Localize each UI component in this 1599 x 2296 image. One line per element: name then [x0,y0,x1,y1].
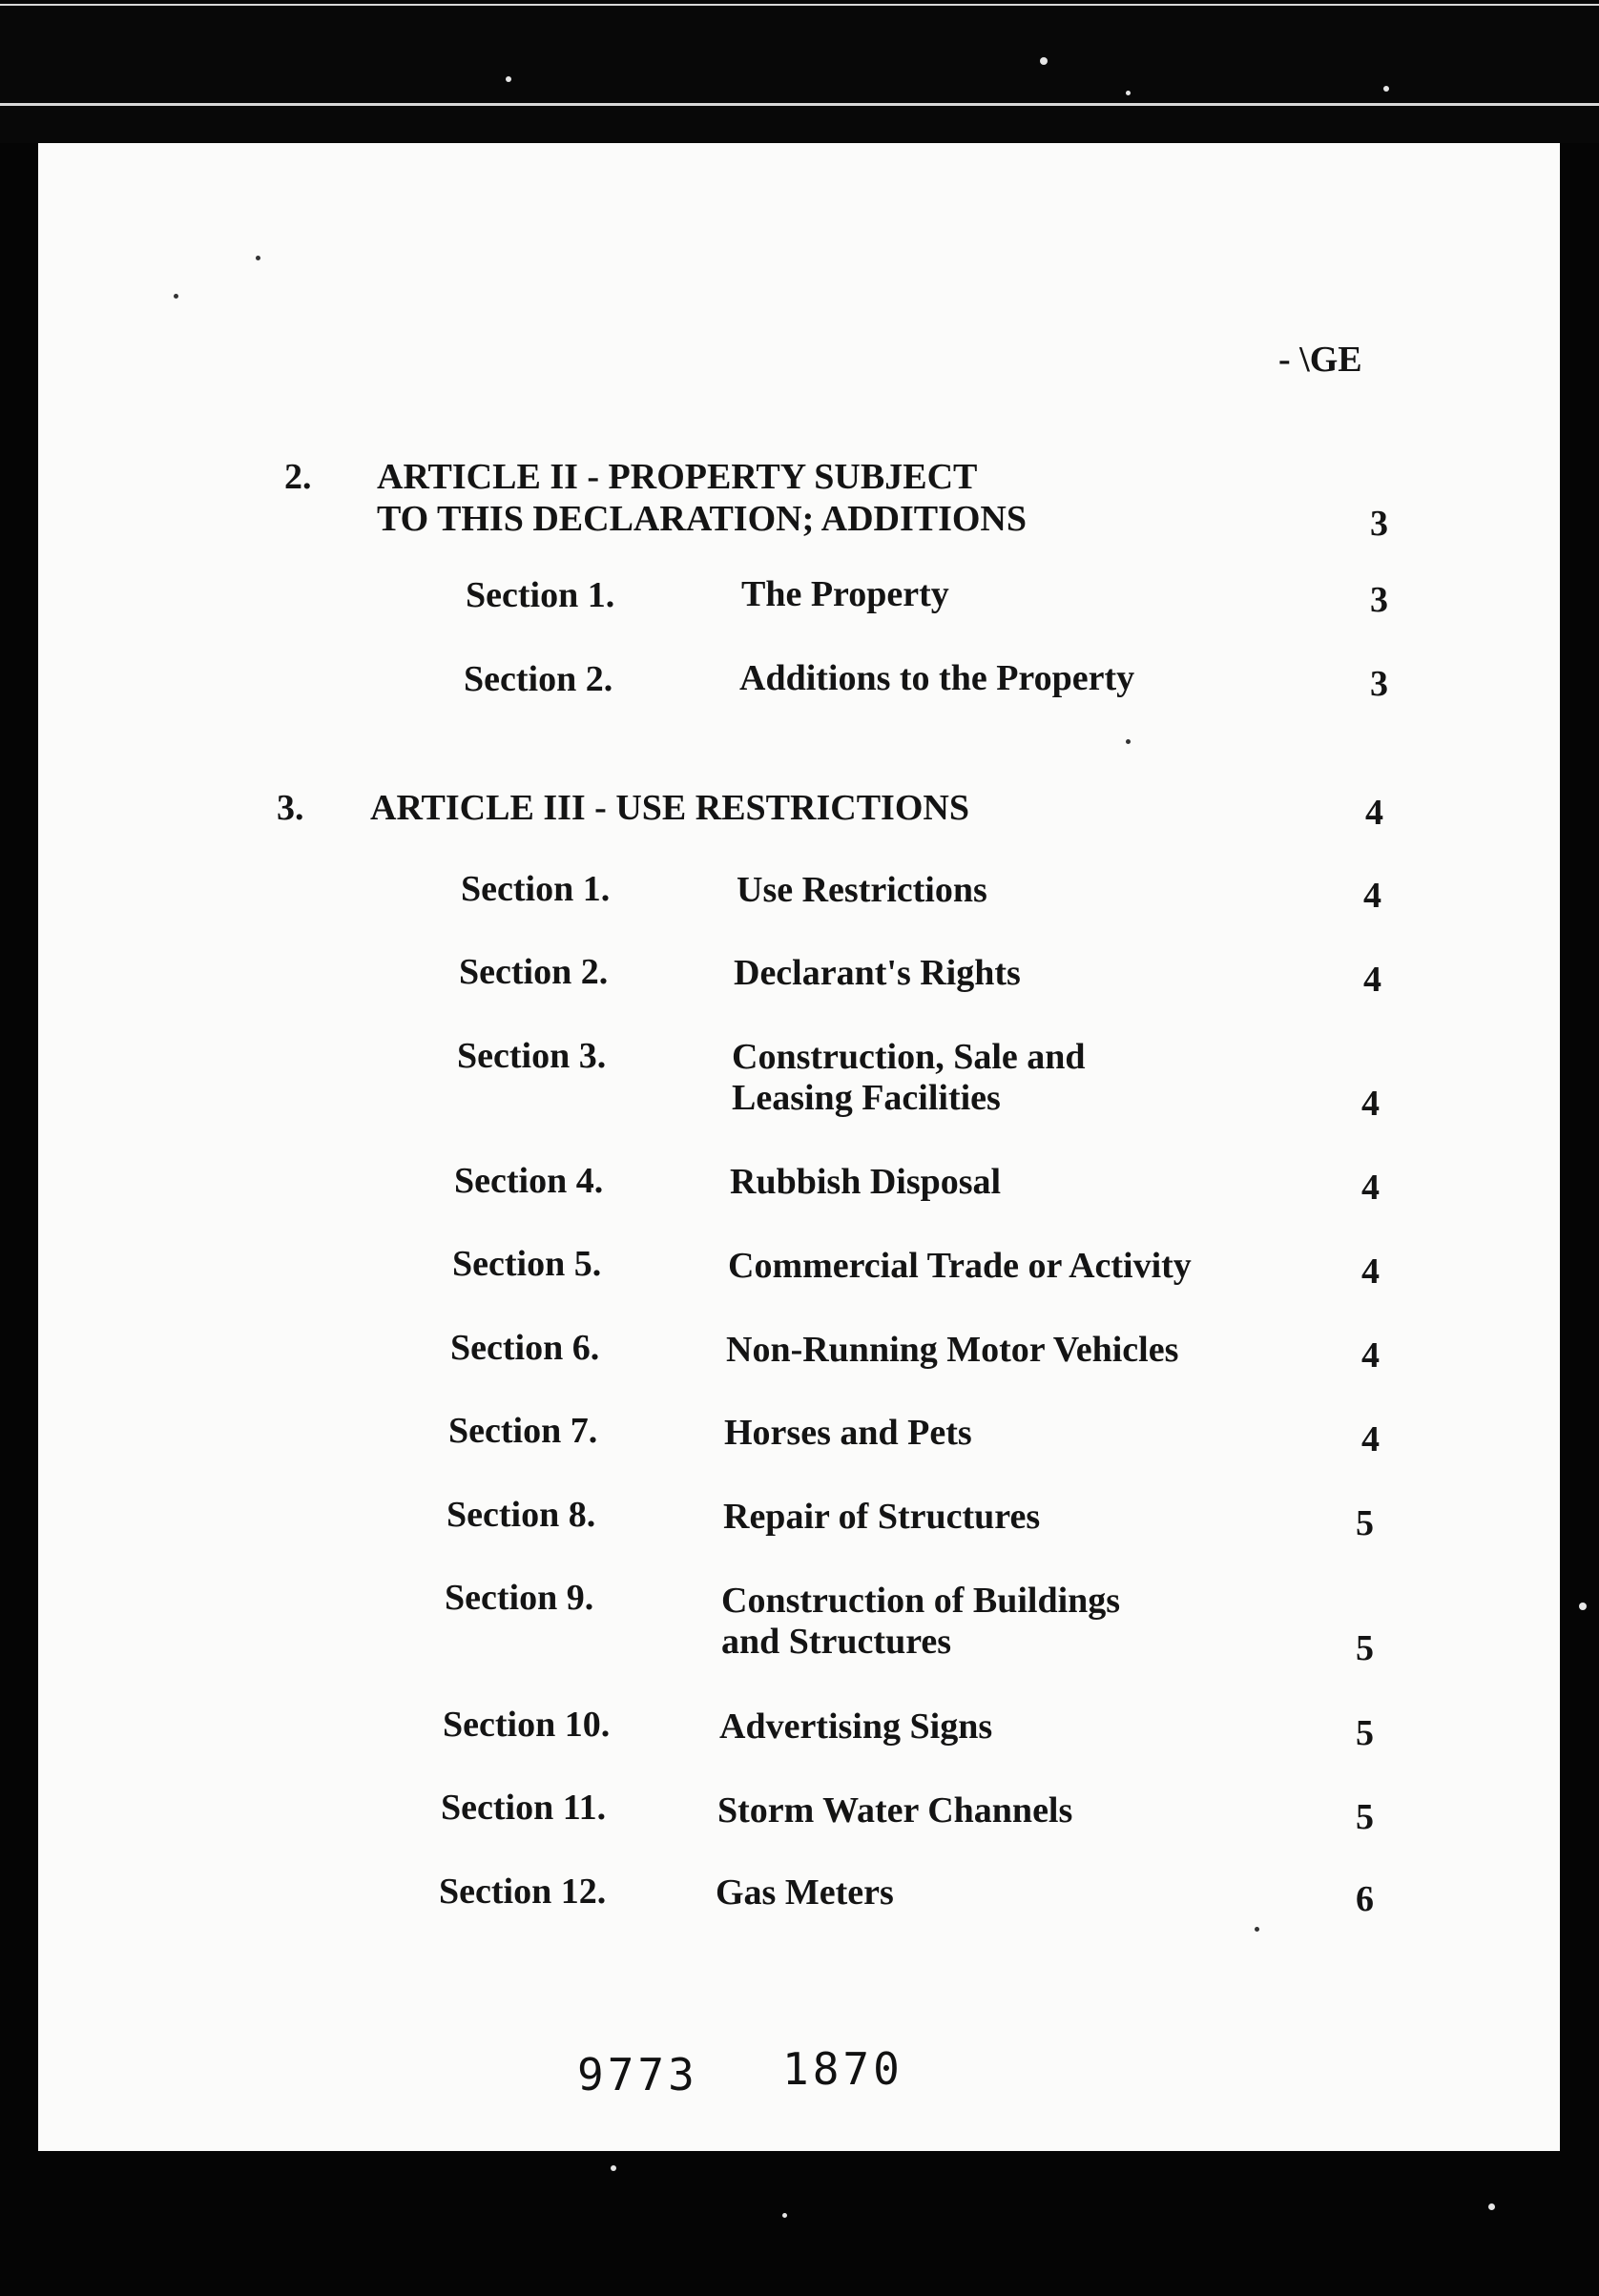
article-number: 3. [277,788,304,828]
section-title: Use Restrictions [737,870,987,910]
section-title: Rubbish Disposal [730,1162,1002,1202]
scan-speck [1488,2203,1495,2210]
scan-speck [1383,86,1389,92]
section-label: Section 1. [461,869,611,909]
page-number: 3 [1370,580,1388,620]
section-title: Repair of Structures [723,1497,1041,1537]
scan-border [0,0,1599,143]
section-title: Commercial Trade or Activity [728,1246,1192,1286]
section-label: Section 2. [459,952,609,992]
section-title: and Structures [721,1622,952,1662]
article-title: ARTICLE III - USE RESTRICTIONS [370,788,969,828]
page-number: 6 [1356,1879,1374,1919]
scan-dot [256,256,260,260]
document-page [38,143,1560,2151]
section-label: Section 9. [445,1578,594,1618]
section-title: Leasing Facilities [732,1078,1001,1118]
scan-dot [174,294,178,299]
section-label: Section 7. [448,1411,598,1451]
section-title: Declarant's Rights [734,953,1021,993]
scan-line [0,4,1599,6]
section-label: Section 1. [466,575,615,615]
page-number: 3 [1370,664,1388,704]
page-number: 5 [1356,1628,1374,1668]
section-title: Construction, Sale and [732,1037,1086,1077]
article-number: 2. [284,457,312,497]
article-title: TO THIS DECLARATION; ADDITIONS [377,499,1028,539]
section-label: Section 3. [457,1036,607,1076]
page-number: 5 [1356,1503,1374,1543]
page-number: 4 [1361,1419,1380,1459]
scan-speck [506,76,511,82]
document-number: 1870 [782,2043,903,2095]
scan-dot [1255,1927,1259,1932]
page-number: 4 [1363,960,1381,1000]
scan-speck [611,2165,616,2171]
section-label: Section 5. [452,1244,602,1284]
scan-line [0,103,1599,106]
section-label: Section 4. [454,1161,604,1201]
section-label: Section 8. [446,1495,596,1535]
page-number: 4 [1365,793,1383,833]
scan-dot [1126,739,1131,744]
section-title: Storm Water Channels [717,1790,1073,1831]
section-label: Section 10. [443,1705,611,1745]
section-title: Construction of Buildings [721,1581,1121,1621]
section-label: Section 12. [439,1872,607,1912]
section-title: Non-Running Motor Vehicles [726,1330,1179,1370]
page-number: 4 [1361,1168,1380,1208]
document-number: 9773 [577,2049,698,2100]
section-title: The Property [741,574,949,614]
page-number: 4 [1361,1084,1380,1124]
page-number: 5 [1356,1713,1374,1753]
section-label: Section 11. [441,1788,607,1828]
scan-speck [1126,91,1131,95]
page-number: 5 [1356,1797,1374,1837]
scan-speck [782,2213,787,2218]
page-number: 4 [1361,1251,1380,1292]
page-column-header: - \GE [1278,340,1362,380]
scan-speck [1040,57,1048,65]
section-title: Horses and Pets [724,1413,972,1453]
page-number: 4 [1361,1335,1380,1376]
article-title: ARTICLE II - PROPERTY SUBJECT [377,457,978,497]
section-title: Additions to the Property [739,658,1135,698]
scan-speck [1579,1603,1587,1610]
page-number: 3 [1370,504,1388,544]
section-label: Section 6. [450,1328,600,1368]
section-label: Section 2. [464,659,613,699]
section-title: Gas Meters [716,1872,894,1913]
section-title: Advertising Signs [719,1706,993,1747]
page-number: 4 [1363,876,1381,916]
